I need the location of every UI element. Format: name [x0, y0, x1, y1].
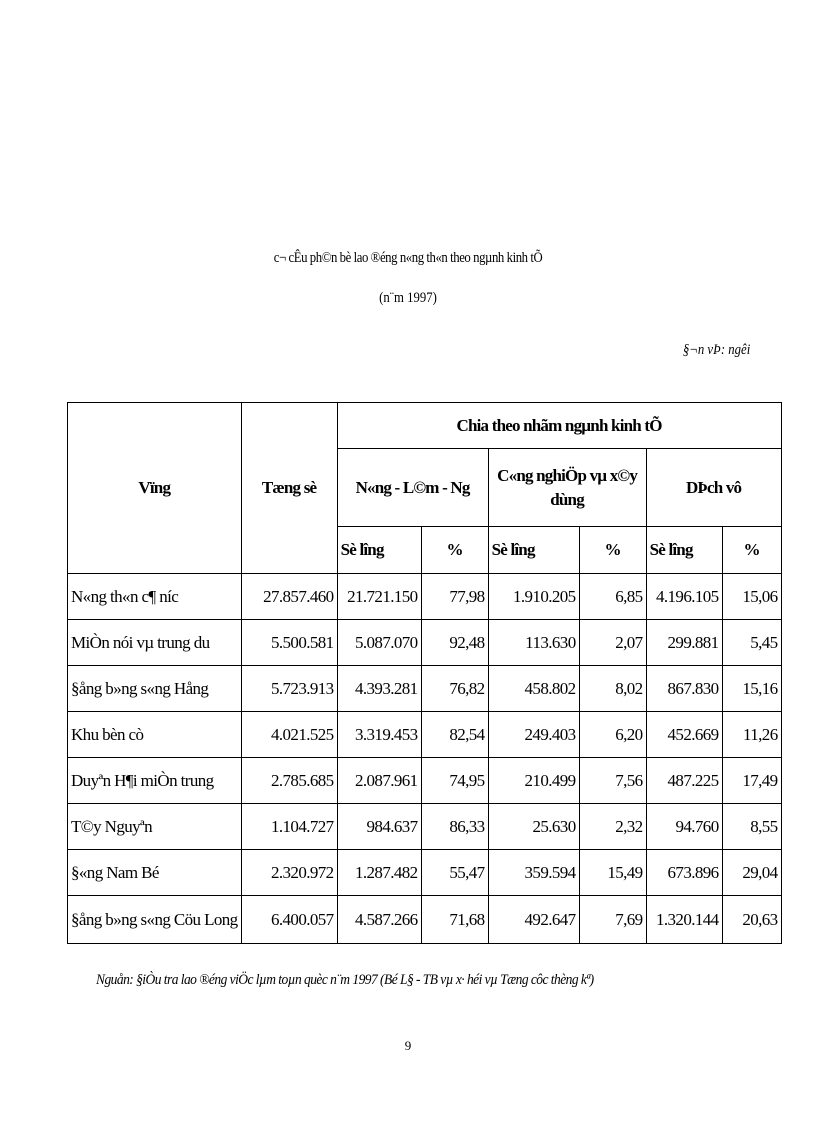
cell-serv: 94.760 — [646, 804, 722, 850]
cell-serv-pct: 17,49 — [722, 758, 781, 804]
cell-total: 2.785.685 — [241, 758, 337, 804]
labor-distribution-table — [67, 402, 782, 944]
cell-ind-pct: 7,69 — [579, 896, 646, 944]
cell-ind-pct: 8,02 — [579, 666, 646, 712]
cell-serv-pct: 11,26 — [722, 712, 781, 758]
header-ind-count: Sè lîng — [488, 527, 579, 574]
cell-agri: 984.637 — [337, 804, 421, 850]
cell-serv-pct: 8,55 — [722, 804, 781, 850]
cell-ind: 25.630 — [488, 804, 579, 850]
header-total: Tæng sè — [241, 403, 337, 574]
header-sector-group: Chia theo nhãm ngµnh kinh tÕ — [337, 403, 781, 449]
table-row — [68, 620, 782, 666]
cell-total: 5.500.581 — [241, 620, 337, 666]
cell-ind-pct: 7,56 — [579, 758, 646, 804]
header-agri-percent: % — [421, 527, 488, 574]
table-title: c¬ cÊu ph©n bè lao ®éng n«ng th«n theo ngµnh kinh tÕ — [273, 250, 543, 266]
header-region: Vïng — [68, 403, 242, 574]
header-agri-count: Sè lîng — [337, 527, 421, 574]
cell-agri-pct: 92,48 — [421, 620, 488, 666]
cell-serv-pct: 15,06 — [722, 574, 781, 620]
cell-agri: 4.587.266 — [337, 896, 421, 944]
cell-agri-pct: 82,54 — [421, 712, 488, 758]
cell-ind: 1.910.205 — [488, 574, 579, 620]
cell-ind: 113.630 — [488, 620, 579, 666]
cell-serv: 673.896 — [646, 850, 722, 896]
table-row — [68, 758, 782, 804]
cell-serv-pct: 5,45 — [722, 620, 781, 666]
cell-ind: 492.647 — [488, 896, 579, 944]
cell-total: 4.021.525 — [241, 712, 337, 758]
cell-region: T©y Nguyªn — [68, 804, 242, 850]
cell-agri: 4.393.281 — [337, 666, 421, 712]
cell-ind-pct: 15,49 — [579, 850, 646, 896]
cell-total: 27.857.460 — [241, 574, 337, 620]
table-subtitle: (n¨m 1997) — [379, 290, 437, 306]
cell-total: 1.104.727 — [241, 804, 337, 850]
cell-serv: 299.881 — [646, 620, 722, 666]
cell-agri: 3.319.453 — [337, 712, 421, 758]
cell-serv-pct: 20,63 — [722, 896, 781, 944]
cell-total: 6.400.057 — [241, 896, 337, 944]
table-row — [68, 666, 782, 712]
cell-region: §ång b»ng s«ng Hång — [68, 666, 242, 712]
cell-serv: 1.320.144 — [646, 896, 722, 944]
cell-serv: 4.196.105 — [646, 574, 722, 620]
table-row — [68, 896, 782, 944]
header-ind-percent: % — [579, 527, 646, 574]
cell-agri-pct: 76,82 — [421, 666, 488, 712]
header-serv-percent: % — [722, 527, 781, 574]
header-services: DÞch vô — [646, 449, 781, 527]
header-serv-count: Sè lîng — [646, 527, 722, 574]
cell-total: 5.723.913 — [241, 666, 337, 712]
cell-total: 2.320.972 — [241, 850, 337, 896]
header-agriculture: N«ng - L©m - Ng — [337, 449, 488, 527]
cell-agri-pct: 86,33 — [421, 804, 488, 850]
cell-ind: 359.594 — [488, 850, 579, 896]
cell-ind-pct: 2,32 — [579, 804, 646, 850]
cell-agri-pct: 74,95 — [421, 758, 488, 804]
cell-agri: 21.721.150 — [337, 574, 421, 620]
page-number: 9 — [404, 1038, 412, 1053]
table-row — [68, 850, 782, 896]
cell-ind-pct: 2,07 — [579, 620, 646, 666]
cell-agri: 5.087.070 — [337, 620, 421, 666]
unit-label: §¬n vÞ: ngêi — [682, 342, 750, 358]
cell-ind-pct: 6,20 — [579, 712, 646, 758]
table-row — [68, 804, 782, 850]
cell-region: §ång b»ng s«ng Cöu Long — [68, 896, 242, 944]
cell-serv-pct: 29,04 — [722, 850, 781, 896]
cell-agri-pct: 55,47 — [421, 850, 488, 896]
cell-region: Khu bèn cò — [68, 712, 242, 758]
table-row — [68, 712, 782, 758]
table-row — [68, 574, 782, 620]
cell-agri: 1.287.482 — [337, 850, 421, 896]
cell-ind: 249.403 — [488, 712, 579, 758]
cell-ind-pct: 6,85 — [579, 574, 646, 620]
cell-serv: 867.830 — [646, 666, 722, 712]
cell-region: MiÒn nói vµ trung du — [68, 620, 242, 666]
cell-region: §«ng Nam Bé — [68, 850, 242, 896]
cell-ind: 210.499 — [488, 758, 579, 804]
cell-serv: 452.669 — [646, 712, 722, 758]
cell-region: Duyªn H¶i miÒn trung — [68, 758, 242, 804]
cell-serv-pct: 15,16 — [722, 666, 781, 712]
cell-ind: 458.802 — [488, 666, 579, 712]
cell-region: N«ng th«n c¶ níc — [68, 574, 242, 620]
cell-agri-pct: 77,98 — [421, 574, 488, 620]
source-note: Nguån: §iÒu tra lao ®éng viÖc lµm toµn quèc n¨m 1997 (Bé L§ - TB vµ x· héi vµ Tæng côc thèng kª) — [96, 972, 594, 988]
cell-agri-pct: 71,68 — [421, 896, 488, 944]
cell-serv: 487.225 — [646, 758, 722, 804]
header-industry: C«ng nghiÖp vµ x©y dùng — [488, 449, 646, 527]
cell-agri: 2.087.961 — [337, 758, 421, 804]
